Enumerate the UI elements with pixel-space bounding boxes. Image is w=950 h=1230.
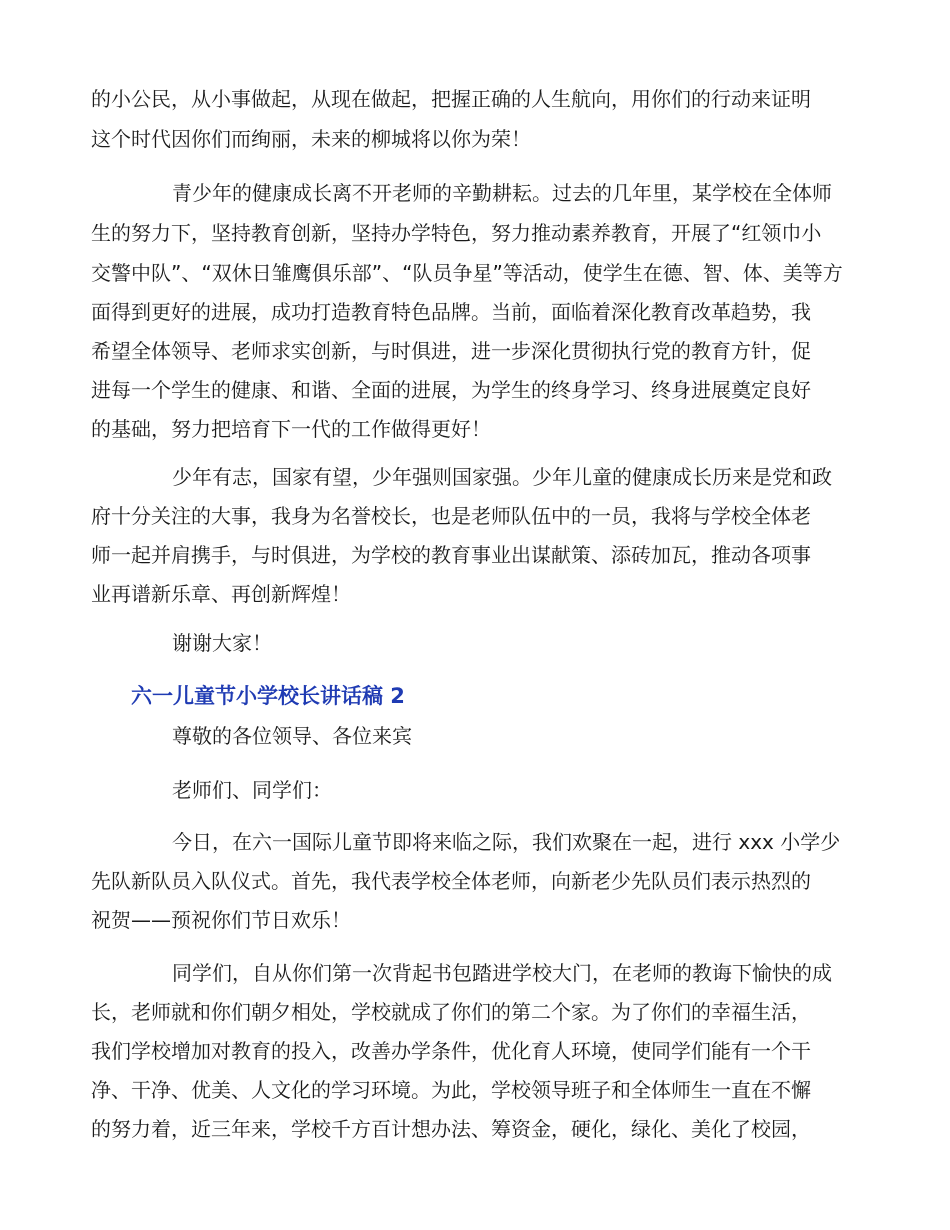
paragraph-line: 少年有志，国家有望，少年强则国家强。少年儿童的健康成长历来是党和政 [172,465,832,489]
paragraph-line: 祝贺——预祝你们节日欢乐！ [91,908,351,932]
paragraph-line: 交警中队”、“双休日雏鹰俱乐部”、“队员争星”等活动，使学生在德、智、体、美等方 [91,261,843,285]
paragraph-line: 这个时代因你们而绚丽，未来的柳城将以你为荣！ [91,127,531,151]
paragraph-line: 长，老师就和你们朝夕相处，学校就成了你们的第二个家。为了你们的幸福生活， [91,1000,811,1024]
paragraph-line: 同学们，自从你们第一次背起书包踏进学校大门，在老师的教诲下愉快的成 [172,961,832,985]
paragraph-line: 的小公民，从小事做起，从现在做起，把握正确的人生航向，用你们的行动来证明 [91,87,811,111]
paragraph-line: 师一起并肩携手，与时俱进，为学校的教育事业出谋献策、添砖加瓦，推动各项事 [91,543,811,567]
paragraph-line: 净、干净、优美、人文化的学习环境。为此，学校领导班子和全体师生一直在不懈 [91,1078,811,1102]
paragraph-line: 业再谱新乐章、再创新辉煌！ [91,582,351,606]
paragraph-line: 谢谢大家！ [172,631,272,655]
paragraph-line: 生的努力下，坚持教育创新，坚持办学特色，努力推动素养教育，开展了“红领巾小 [91,221,822,245]
paragraph-line: 今日，在六一国际儿童节即将来临之际，我们欢聚在一起，进行 xxx 小学少 [172,830,841,854]
paragraph-line: 的努力着，近三年来，学校千方百计想办法、筹资金，硬化，绿化、美化了校园， [91,1117,811,1141]
paragraph-line: 希望全体领导、老师求实创新，与时俱进，进一步深化贯彻执行党的教育方针，促 [91,339,811,363]
paragraph-line: 青少年的健康成长离不开老师的辛勤耕耘。过去的几年里，某学校在全体师 [172,181,832,205]
paragraph-line: 先队新队员入队仪式。首先，我代表学校全体老师，向新老少先队员们表示热烈的 [91,869,811,893]
salutation-line: 老师们、同学们： [172,778,332,802]
section-heading: 六一儿童节小学校长讲话稿 2 [131,684,405,708]
paragraph-line: 进每一个学生的健康、和谐、全面的进展，为学生的终身学习、终身进展奠定良好 [91,378,811,402]
paragraph-line: 的基础，努力把培育下一代的工作做得更好！ [91,417,491,441]
paragraph-line: 我们学校增加对教育的投入，改善办学条件，优化育人环境，使同学们能有一个干 [91,1039,811,1063]
salutation-line: 尊敬的各位领导、各位来宾 [172,724,412,748]
paragraph-line: 面得到更好的进展，成功打造教育特色品牌。当前，面临着深化教育改革趋势，我 [91,300,811,324]
paragraph-line: 府十分关注的大事，我身为名誉校长，也是老师队伍中的一员，我将与学校全体老 [91,504,811,528]
